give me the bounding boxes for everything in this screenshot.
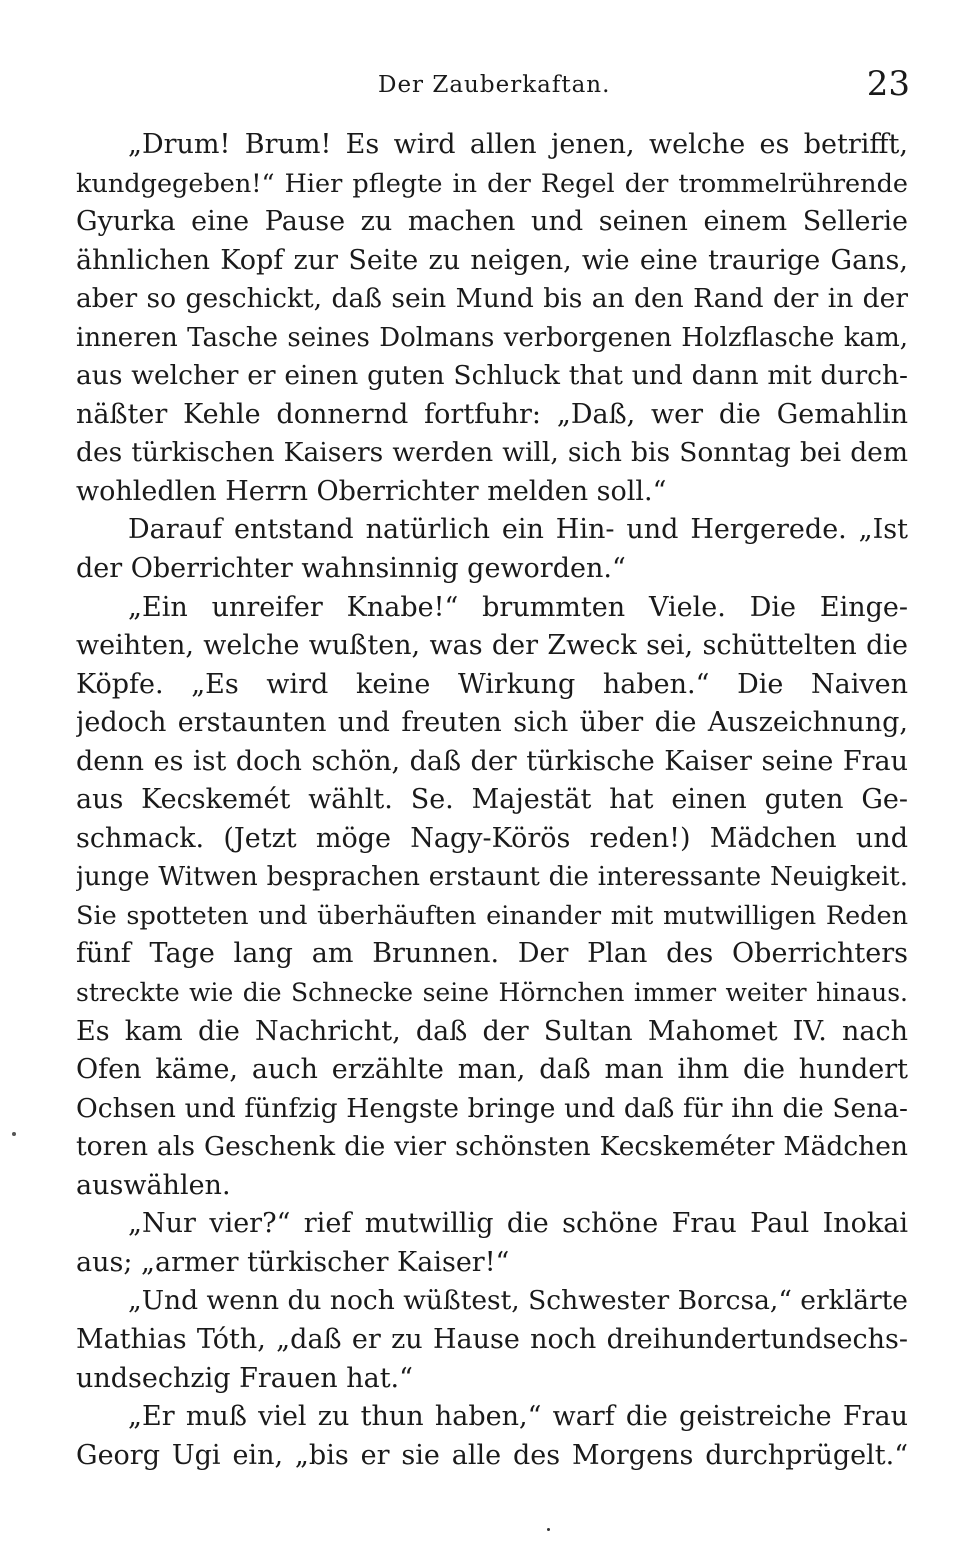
text-line: ähnlichen Kopf zur Seite zu neigen, wie eine traurige Gans, [76, 244, 908, 276]
text-line: fünf Tage lang am Brunnen. Der Plan des Oberrichters [76, 938, 908, 970]
text-line: der Oberrichter wahnsinnig geworden.“ [76, 553, 626, 585]
text-line: aber so geschickt, daß sein Mund bis an den Rand der in der [76, 283, 908, 315]
text-line: aus welcher er einen guten Schluck that und dann mit durch- [76, 360, 908, 392]
text-line: kundgegeben!“ Hier pflegte in der Regel der trommelrührende [76, 168, 908, 199]
text-line: undsechzig Frauen hat.“ [76, 1362, 413, 1394]
text-line: Köpfe. „Es wird keine Wirkung haben.“ Die Naiven [76, 668, 908, 700]
text-line: „Er muß viel zu thun haben,“ warf die geistreiche Frau [128, 1401, 908, 1433]
text-line: aus Kecskemét wählt. Se. Majestät hat einen guten Ge- [76, 784, 908, 816]
running-title: Der Zauberkaftan. [378, 72, 611, 98]
text-line: „Drum! Brum! Es wird allen jenen, welche es betrifft, [128, 129, 908, 160]
text-line: Georg Ugi ein, „bis er sie alle des Morgens durchprügelt.“ [76, 1439, 908, 1471]
text-line: aus; „armer türkischer Kaiser!“ [76, 1246, 510, 1278]
page-number: 23 [866, 64, 910, 104]
text-line: schmack. (Jetzt möge Nagy-Körös reden!) Mädchen und [76, 822, 908, 854]
text-line: junge Witwen besprachen erstaunt die interessante Neuigkeit. [76, 862, 908, 893]
text-line: Ochsen und fünfzig Hengste bringe und daß für ihn die Sena- [76, 1092, 908, 1124]
text-line: „Nur vier?“ rief mutwillig die schöne Frau Paul Inokai [128, 1208, 908, 1240]
ink-speck [547, 1528, 550, 1531]
text-line: Es kam die Nachricht, daß der Sultan Mahomet IV. nach [76, 1015, 908, 1047]
text-line: auswählen. [76, 1169, 231, 1201]
page-header [0, 62, 972, 112]
text-line: Mathias Tóth, „daß er zu Hause noch dreihundertundsechs- [76, 1323, 908, 1355]
text-line: „Und wenn du noch wüßtest, Schwester Borcsa,“ erklärte [128, 1285, 908, 1317]
text-line: weihten, welche wußten, was der Zweck sei, schüttelten die [76, 630, 908, 662]
text-line: inneren Tasche seines Dolmans verborgenen Holzflasche kam, [76, 322, 908, 353]
text-line: „Ein unreifer Knabe!“ brummten Viele. Die Einge- [128, 591, 908, 623]
text-line: streckte wie die Schnecke seine Hörnchen immer weiter hinaus. [76, 978, 908, 1008]
text-line: toren als Geschenk die vier schönsten Kecskeméter Mädchen [76, 1131, 908, 1163]
text-line: wohledlen Herrn Oberrichter melden soll.“ [76, 475, 667, 507]
margin-speck [12, 1132, 16, 1136]
text-line: jedoch erstaunten und freuten sich über die Auszeichnung, [76, 707, 908, 739]
text-line: Gyurka eine Pause zu machen und seinen einem Sellerie [76, 206, 908, 238]
text-line-italic: Ofen käme, auch erzählte man, daß man ihm die hundert [76, 1054, 908, 1086]
text-line: Darauf entstand natürlich ein Hin- und Hergerede. „Ist [128, 514, 908, 546]
text-line: des türkischen Kaisers werden will, sich bis Sonntag bei dem [76, 437, 908, 469]
text-line: näßter Kehle donnernd fortfuhr: „Daß, wer die Gemahlin [76, 398, 908, 430]
body-text [76, 126, 908, 1475]
text-line: Sie spotteten und überhäuften einander mit mutwilligen Reden [76, 900, 908, 931]
text-line: denn es ist doch schön, daß der türkische Kaiser seine Frau [76, 745, 908, 777]
